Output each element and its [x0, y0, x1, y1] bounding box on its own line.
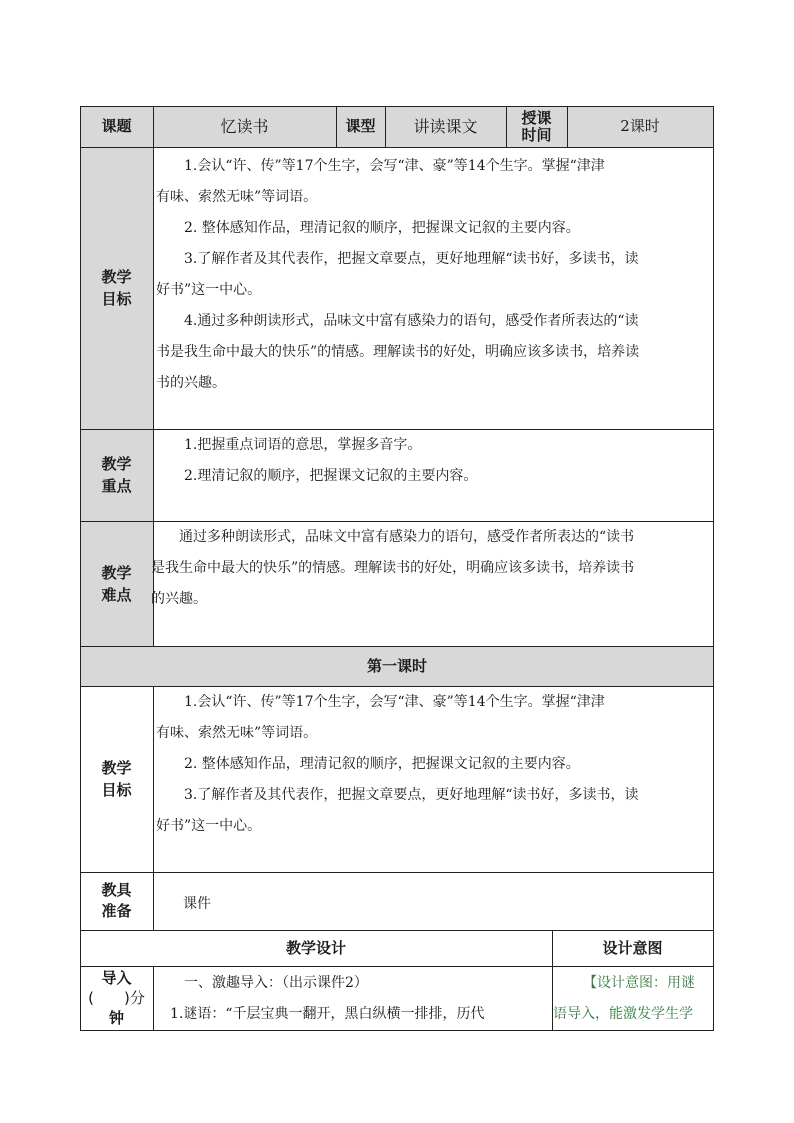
lesson-goals-line: 3.了解作者及其代表作，把握文章要点，更好地理解“读书好，多读书，读	[156, 787, 639, 803]
rule	[80, 872, 714, 873]
goals-label: 教学 目标	[101, 268, 132, 308]
difficulties-content	[151, 522, 714, 644]
type-label: 课型	[345, 117, 376, 135]
goals-line: 2. 整体感知作品，理清记叙的顺序，把握课文记叙的主要内容。	[156, 220, 580, 236]
goals-line: 1.会认“许、传”等17个生字，会写“津、豪”等14个生字。掌握“津津	[156, 158, 605, 174]
key-points-content	[156, 430, 714, 520]
tools-value: 课件	[183, 896, 211, 912]
intent-line: 【设计意图：用谜	[583, 975, 695, 991]
difficulties-line: 是我生命中最大的快乐”的情感。理解读书的好处，明确应该多读书，培养读书	[151, 560, 635, 576]
intro-line: 1.谜语：“千层宝典一翻开，黑白纵横一排排，历代	[156, 1006, 485, 1022]
topic-label: 课题	[101, 117, 132, 135]
key-points-line: 1.把握重点词语的意思，掌握多音字。	[156, 437, 422, 453]
time-value: 2课时	[620, 117, 660, 135]
key-points-line: 2.理清记叙的顺序，把握课文记叙的主要内容。	[156, 468, 478, 484]
intent-header: 设计意图	[602, 938, 663, 957]
tools-label: 教具 准备	[101, 881, 132, 920]
lesson-title: 第一课时	[366, 656, 427, 675]
rule	[80, 966, 714, 967]
intro-label: 导入 ( )分 钟	[88, 969, 145, 1027]
time-label: 授课 时间	[521, 108, 552, 144]
difficulties-line: 通过多种朗读形式，品味文中富有感染力的语句，感受作者所表达的“读书	[151, 529, 635, 545]
lesson-goals-line: 有味、索然无味”等词语。	[156, 725, 318, 741]
intent-line: 语导入，能激发学生学	[553, 1006, 693, 1022]
design-header: 教学设计	[285, 938, 346, 957]
goals-line: 4.通过多种朗读形式，品味文中富有感染力的语句，感受作者所表达的“读	[156, 313, 639, 329]
lesson-goals-label: 教学 目标	[101, 759, 132, 799]
goals-content	[156, 151, 714, 426]
goals-line: 好书”这一中心。	[156, 282, 262, 298]
difficulties-label: 教学 难点	[101, 563, 132, 604]
key-points-label: 教学 重点	[101, 455, 132, 495]
topic-value: 忆读书	[220, 117, 269, 136]
rule	[153, 966, 154, 1030]
rule	[153, 686, 154, 930]
lesson-goals-line: 2. 整体感知作品，理清记叙的顺序，把握课文记叙的主要内容。	[156, 756, 580, 772]
intro-content	[156, 968, 552, 1030]
goals-line: 书的兴趣。	[156, 375, 226, 391]
type-value: 讲读课文	[413, 117, 478, 136]
difficulties-line: 的兴趣。	[151, 591, 207, 607]
lesson-goals-content	[156, 687, 714, 871]
goals-line: 3.了解作者及其代表作，把握文章要点，更好地理解“读书好，多读书，读	[156, 251, 639, 267]
intro-line: 一、激趣导入：（出示课件2）	[156, 975, 368, 991]
rule	[80, 1030, 714, 1031]
lesson-goals-line: 1.会认“许、传”等17个生字，会写“津、豪”等14个生字。掌握“津津	[156, 694, 605, 710]
intent-content	[553, 968, 713, 1030]
goals-line: 有味、索然无味”等词语。	[156, 189, 318, 205]
rule	[80, 147, 714, 148]
lesson-goals-line: 好书”这一中心。	[156, 818, 262, 834]
goals-line: 书是我生命中最大的快乐”的情感。理解读书的好处，明确应该多读书，培养读	[156, 344, 640, 360]
